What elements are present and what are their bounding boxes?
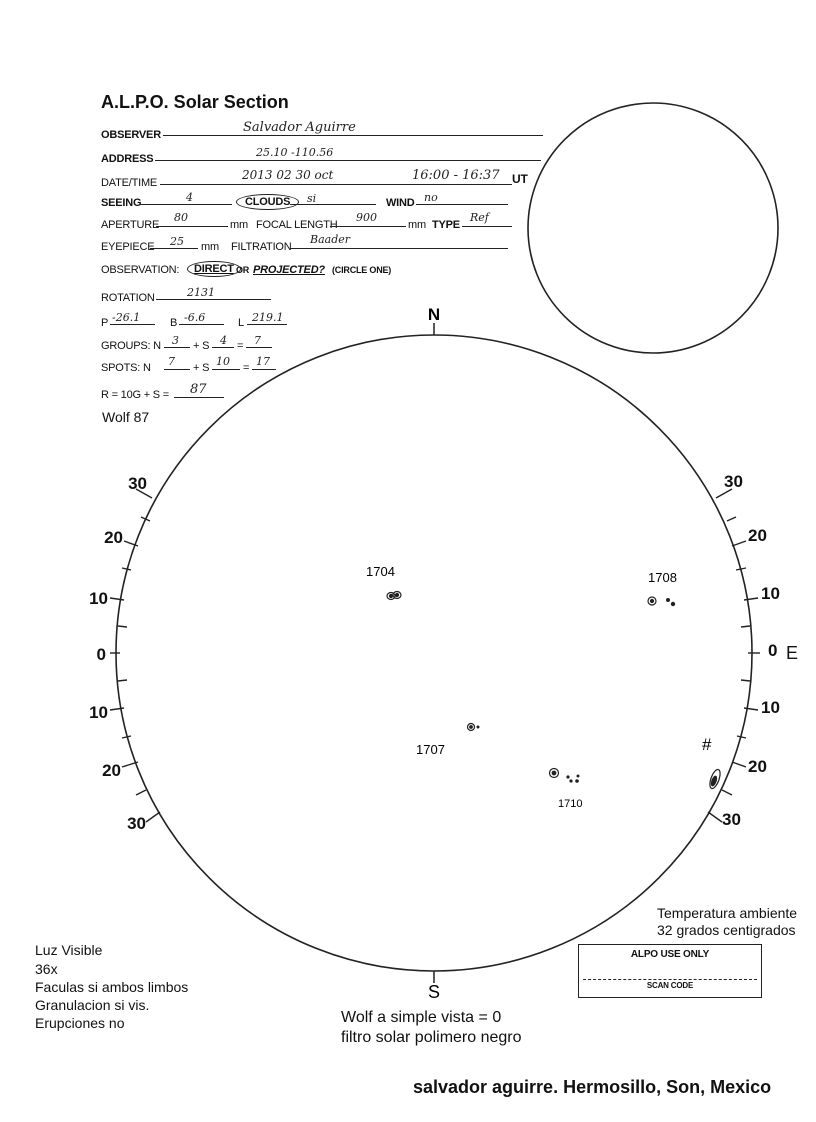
p-value: -26.1 <box>112 311 141 324</box>
observer-value: Salvador Aguirre <box>243 120 356 135</box>
spots-label: SPOTS: N <box>101 362 151 374</box>
svg-text:0: 0 <box>768 641 778 660</box>
direct-circled-option: DIRECT <box>187 261 241 277</box>
north-label: N <box>427 305 441 324</box>
type-value: Ref <box>470 211 489 224</box>
spots-s-label: + S <box>193 362 210 374</box>
type-label: TYPE <box>432 219 460 231</box>
note-magnification: 36x <box>35 961 58 977</box>
ut-label: UT <box>512 172 528 186</box>
date-value: 2013 02 30 oct <box>242 168 334 182</box>
svg-text:30: 30 <box>127 814 146 833</box>
note-wolf-naked-eye: Wolf a simple vista = 0 <box>341 1009 502 1026</box>
rotation-label: ROTATION <box>101 292 155 304</box>
scan-code-label: SCAN CODE <box>646 981 694 990</box>
time-value: 16:00 - 16:37 <box>412 168 500 183</box>
or-label: OR <box>236 265 250 275</box>
groups-total-value: 7 <box>254 334 261 347</box>
wolf-note: Wolf 87 <box>102 409 150 425</box>
svg-text:10: 10 <box>89 703 108 722</box>
spots-s-value: 10 <box>216 355 230 368</box>
b-value: -6.6 <box>184 311 206 324</box>
groups-label: GROUPS: N <box>101 340 161 352</box>
note-filter: filtro solar polimero negro <box>341 1029 522 1046</box>
svg-text:20: 20 <box>748 526 767 545</box>
reference-circle <box>528 103 778 353</box>
note-granulacion: Granulacion si vis. <box>35 997 150 1013</box>
south-label: S <box>427 982 441 1002</box>
eyepiece-label: EYEPIECE <box>101 241 155 253</box>
svg-text:30: 30 <box>128 474 147 493</box>
address-value: 25.10 -110.56 <box>256 146 334 159</box>
solar-disk-outline <box>116 335 752 971</box>
footer-credit: salvador aguirre. Hermosillo, Son, Mexico <box>413 1077 772 1097</box>
projected-option: PROJECTED? <box>253 264 325 276</box>
sunspot-group-1707 <box>468 724 479 731</box>
mm-label-aperture: mm <box>230 219 248 231</box>
focal-length-label: FOCAL LENGTH <box>256 219 338 231</box>
alpo-use-only-label: ALPO USE ONLY <box>630 949 710 960</box>
temperature-line-1: Temperatura ambiente <box>657 905 798 921</box>
l-value: 219.1 <box>252 311 284 324</box>
east-label: E <box>786 643 799 663</box>
filtration-label: FILTRATION <box>231 241 292 253</box>
temperature-line-2: 32 grados centigrados <box>657 922 796 938</box>
svg-text:30: 30 <box>722 810 741 829</box>
svg-text:10: 10 <box>761 584 780 603</box>
p-label: P <box>101 317 109 329</box>
note-luz-visible: Luz Visible <box>35 942 103 958</box>
note-erupciones: Erupciones no <box>35 1015 125 1031</box>
group-label-1704: 1704 <box>366 564 395 579</box>
svg-text:10: 10 <box>761 698 780 717</box>
filtration-value: Baader <box>310 233 351 246</box>
groups-n-value: 3 <box>172 334 179 347</box>
datetime-label: DATE/TIME <box>101 177 158 189</box>
mm-label-eyepiece: mm <box>201 241 219 253</box>
svg-text:10: 10 <box>89 589 108 608</box>
sunspot-group-1708 <box>648 597 675 606</box>
b-label: B <box>170 317 178 329</box>
spots-total-value: 17 <box>256 355 270 368</box>
spots-n-value: 7 <box>168 355 175 368</box>
r-label: R = 10G + S = <box>101 389 170 401</box>
mm-label-focal: mm <box>408 219 426 231</box>
sunspot-group-1710 <box>550 769 579 783</box>
hash-mark: # <box>702 735 712 754</box>
groups-s-label: + S <box>193 340 210 352</box>
right-latitude-labels <box>722 472 780 829</box>
clouds-circled-label: CLOUDS <box>236 194 299 210</box>
sunspot-group-1704 <box>387 592 401 600</box>
seeing-label: SEEING <box>101 197 142 209</box>
observer-label: OBSERVER <box>101 129 161 141</box>
wind-label: WIND <box>386 197 415 209</box>
group-label-1707: 1707 <box>416 742 445 757</box>
wind-value: no <box>424 191 438 204</box>
aperture-label: APERTURE <box>101 219 160 231</box>
circle-one-label: (CIRCLE ONE) <box>332 265 392 275</box>
form-title: A.L.P.O. Solar Section <box>101 92 289 112</box>
svg-text:0: 0 <box>96 645 106 664</box>
scan-code-line <box>583 979 757 980</box>
svg-text:20: 20 <box>104 528 123 547</box>
group-label-1708: 1708 <box>648 570 677 585</box>
svg-text:20: 20 <box>102 761 121 780</box>
svg-text:30: 30 <box>724 472 743 491</box>
r-value: 87 <box>190 382 207 397</box>
groups-eq: = <box>237 340 244 352</box>
aperture-value: 80 <box>174 211 188 224</box>
rotation-value: 2131 <box>187 286 215 299</box>
eyepiece-value: 25 <box>170 235 184 248</box>
seeing-value: 4 <box>186 191 193 204</box>
address-label: ADDRESS <box>101 153 154 165</box>
clouds-value: si <box>307 192 317 205</box>
group-label-1710: 1710 <box>558 798 583 810</box>
alpo-use-only-box <box>578 944 762 998</box>
spots-eq: = <box>243 362 250 374</box>
note-faculas: Faculas si ambos limbos <box>35 979 189 995</box>
groups-s-value: 4 <box>220 334 227 347</box>
l-label: L <box>238 317 244 329</box>
focal-length-value: 900 <box>356 211 377 224</box>
limb-sunspot <box>708 768 722 790</box>
svg-text:20: 20 <box>748 757 767 776</box>
observation-label: OBSERVATION: <box>101 264 180 276</box>
